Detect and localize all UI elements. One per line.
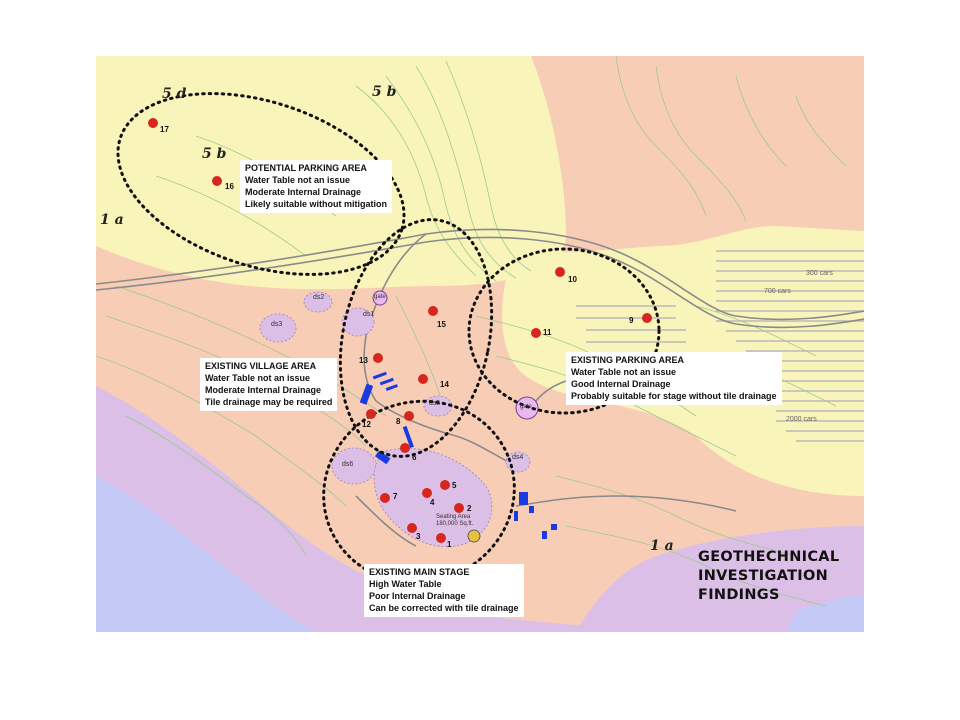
borehole-15 bbox=[428, 306, 438, 316]
zone-label-1a: 1 a bbox=[100, 212, 124, 228]
borehole-label: 8 bbox=[396, 417, 401, 426]
parking-capacity-label: 700 cars bbox=[764, 288, 791, 295]
parking-capacity-label: 2000 cars bbox=[786, 416, 817, 423]
borehole-17 bbox=[148, 118, 158, 128]
borehole-5 bbox=[440, 480, 450, 490]
area-finding: Likely suitable without mitigation bbox=[245, 199, 388, 209]
title-line: FINDINGS bbox=[698, 587, 780, 603]
borehole-label: 10 bbox=[568, 275, 577, 284]
area-finding: Can be corrected with tile drainage bbox=[369, 603, 519, 613]
potential-parking-info bbox=[240, 160, 392, 213]
borehole-4 bbox=[422, 488, 432, 498]
borehole-6 bbox=[400, 443, 410, 453]
zone-label-5b: 5 b bbox=[202, 146, 227, 162]
seating-area-label bbox=[436, 514, 473, 528]
borehole-label: 3 bbox=[416, 532, 421, 541]
borehole-label: 4 bbox=[430, 498, 435, 507]
parking-capacity-label: 300 cars bbox=[806, 270, 833, 277]
borehole-1 bbox=[436, 533, 446, 543]
site-label-ds1: ds1 bbox=[363, 311, 375, 318]
area-heading: EXISTING MAIN STAGE bbox=[369, 567, 470, 577]
site-label-ds5: ds5 bbox=[429, 400, 441, 407]
site-map bbox=[96, 56, 864, 632]
borehole-label: 11 bbox=[543, 328, 552, 337]
existing-parking-info bbox=[566, 352, 782, 405]
borehole-label: 12 bbox=[362, 420, 371, 429]
borehole-label: 15 bbox=[437, 320, 446, 329]
borehole-label: 13 bbox=[359, 356, 368, 365]
zone-label-5b: 5 b bbox=[372, 84, 397, 100]
existing-village-info bbox=[200, 358, 337, 411]
seating-area-title: Seating Area bbox=[436, 514, 471, 520]
borehole-14 bbox=[418, 374, 428, 384]
existing-main-stage-info bbox=[364, 564, 524, 617]
site-label-ds4: ds4 bbox=[512, 454, 524, 461]
area-finding: Water Table not an issue bbox=[205, 373, 311, 383]
borehole-label: 7 bbox=[393, 492, 398, 501]
site-label-ds2: ds2 bbox=[313, 294, 325, 301]
borehole-11 bbox=[531, 328, 541, 338]
borehole-label: 5 bbox=[452, 481, 457, 490]
area-finding: Moderate Internal Drainage bbox=[205, 385, 322, 395]
site-label-ds3: ds3 bbox=[271, 321, 283, 328]
area-heading: EXISTING PARKING AREA bbox=[571, 355, 685, 365]
borehole-label: 2 bbox=[467, 504, 472, 513]
borehole-label: 16 bbox=[225, 182, 234, 191]
borehole-10 bbox=[555, 267, 565, 277]
map-canvas bbox=[96, 56, 864, 632]
area-finding: High Water Table bbox=[369, 579, 442, 589]
area-heading: POTENTIAL PARKING AREA bbox=[245, 163, 367, 173]
area-finding: Moderate Internal Drainage bbox=[245, 187, 362, 197]
area-heading: EXISTING VILLAGE AREA bbox=[205, 361, 317, 371]
borehole-label: 14 bbox=[440, 380, 449, 389]
borehole-12 bbox=[366, 409, 376, 419]
area-finding: Water Table not an issue bbox=[245, 175, 351, 185]
gate-label: gate bbox=[520, 404, 532, 410]
borehole-2 bbox=[454, 503, 464, 513]
site-label-ds6: ds6 bbox=[342, 461, 354, 468]
borehole-label: 17 bbox=[160, 125, 169, 134]
borehole-label: 1 bbox=[447, 540, 452, 549]
title-line: GEOTHECHNICAL bbox=[698, 549, 840, 565]
borehole-16 bbox=[212, 176, 222, 186]
stage-marker bbox=[468, 530, 480, 542]
borehole-9 bbox=[642, 313, 652, 323]
area-finding: Water Table not an issue bbox=[571, 367, 677, 377]
borehole-8 bbox=[404, 411, 414, 421]
borehole-13 bbox=[373, 353, 383, 363]
zone-label-5d: 5 d bbox=[162, 86, 187, 102]
area-finding: Poor Internal Drainage bbox=[369, 591, 466, 601]
zone-label-1a: 1 a bbox=[650, 538, 674, 554]
borehole-label: 9 bbox=[629, 316, 634, 325]
area-finding: Probably suitable for stage without tile drainage bbox=[571, 391, 777, 401]
area-finding: Good Internal Drainage bbox=[571, 379, 671, 389]
gate-label: gate bbox=[374, 294, 386, 300]
borehole-label: 6 bbox=[412, 453, 417, 462]
area-finding: Tile drainage may be required bbox=[205, 397, 333, 407]
map-title bbox=[698, 548, 839, 605]
title-line: INVESTIGATION bbox=[698, 568, 829, 584]
seating-area-size: 180,000 Sq.ft. bbox=[436, 521, 474, 527]
borehole-7 bbox=[380, 493, 390, 503]
